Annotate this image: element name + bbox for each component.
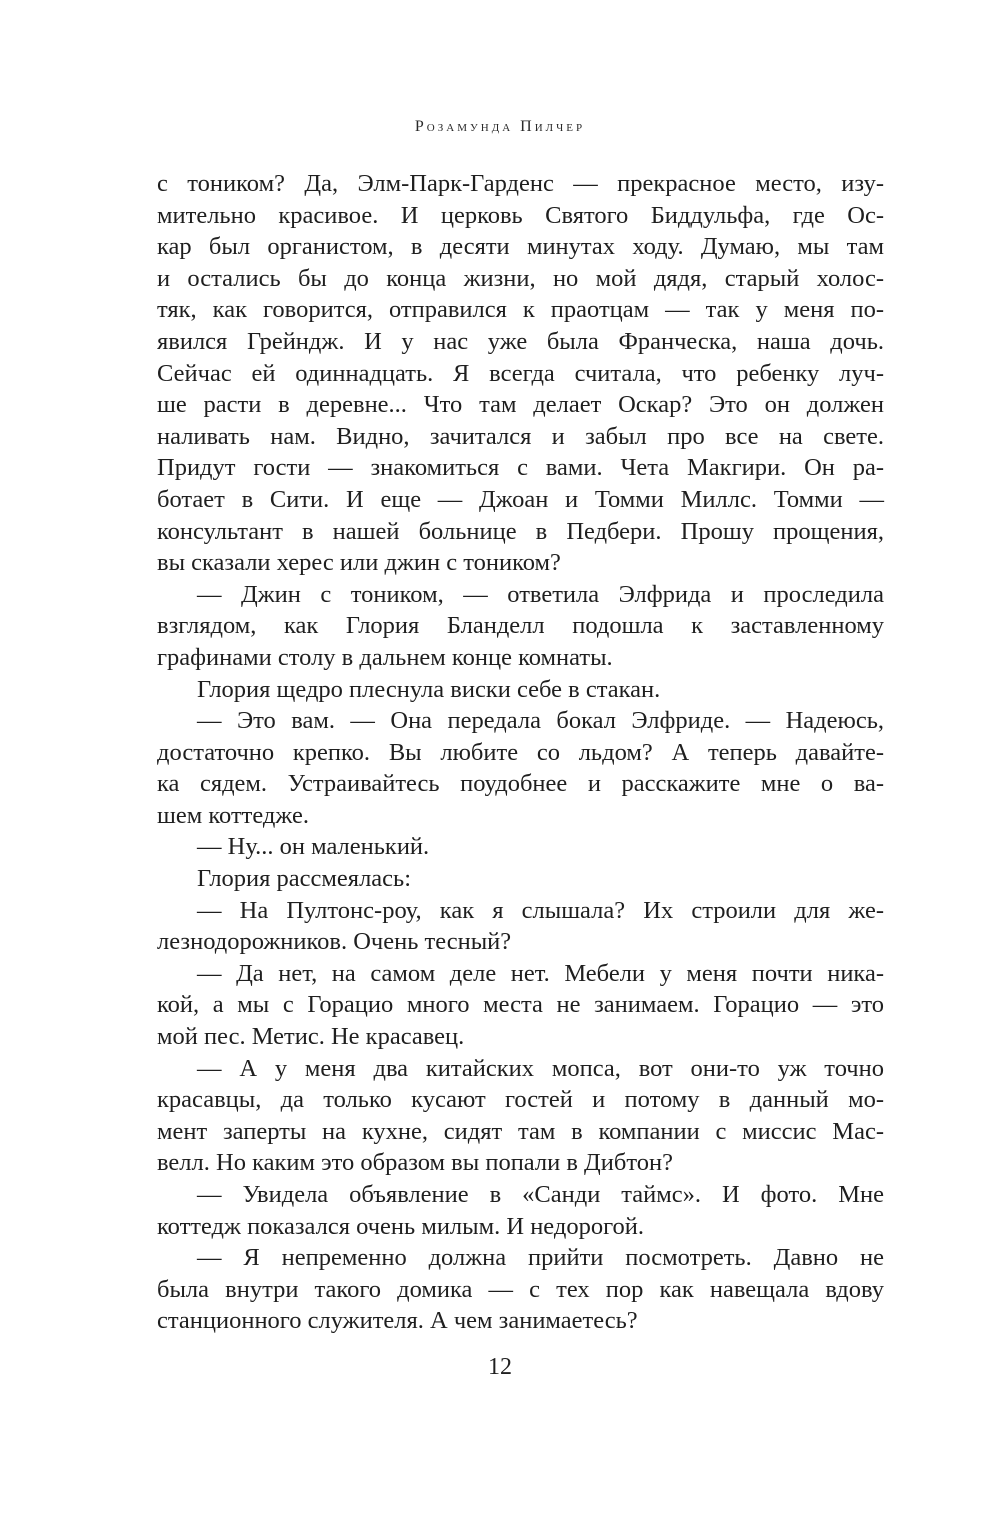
text-line: велл. Но каким это образом вы попали в Дибтон? xyxy=(157,1149,673,1177)
text-line: — Я непременно должна прийти посмотреть. Давно не xyxy=(197,1244,884,1272)
text-line: — А у меня два китайских мопса, вот они-то уж точно xyxy=(197,1054,884,1082)
body-text xyxy=(157,168,884,1337)
text-line: лезнодорожников. Очень тесный? xyxy=(157,928,512,956)
text-line: ботает в Сити. И еще — Джоан и Томми Миллс. Томми — xyxy=(157,485,884,513)
text-line: наливать нам. Видно, зачитался и забыл про все на свете. xyxy=(157,422,884,450)
text-line: ка сядем. Устраивайтесь поудобнее и расскажите мне о ва- xyxy=(157,770,884,798)
text-line: — Джин с тоником, — ответила Элфрида и проследила xyxy=(197,580,884,608)
text-line: станционного служителя. А чем занимаетесь? xyxy=(157,1307,638,1335)
text-line: — Увидела объявление в «Санди таймс». И фото. Мне xyxy=(197,1181,884,1208)
text-line: и остались бы до конца жизни, но мой дядя, старый холос- xyxy=(157,264,884,292)
text-line: взглядом, как Глория Бланделл подошла к заставленному xyxy=(157,612,884,640)
text-line: кар был органистом, в десяти минутах ходу. Думаю, мы там xyxy=(157,233,884,261)
text-line: мительно красивое. И церковь Святого Биддульфа, где Ос- xyxy=(157,201,884,229)
text-line: коттедж показался очень милым. И недорогой. xyxy=(157,1212,644,1240)
text-line: — Да нет, на самом деле нет. Мебели у меня почти ника- xyxy=(197,959,884,987)
text-line: Глория рассмеялась: xyxy=(197,865,412,893)
text-line: мент заперты на кухне, сидят там в компании с миссис Мас- xyxy=(157,1117,884,1145)
text-line: графинами столу в дальнем конце комнаты. xyxy=(157,643,613,671)
text-line: кой, а мы с Горацио много места не занимаем. Горацио — это xyxy=(157,991,884,1019)
text-line: консультант в нашей больнице в Педбери. Прошу прощения, xyxy=(157,517,884,545)
text-line: достаточно крепко. Вы любите со льдом? А теперь давайте- xyxy=(157,738,884,766)
text-line: — На Пултонс-роу, как я слышала? Их строили для же- xyxy=(197,896,884,924)
text-line: вы сказали херес или джин с тоником? xyxy=(157,549,561,577)
text-line: тяк, как говорится, отправился к праотцам — так у меня по- xyxy=(157,296,884,324)
running-head: Розамунда Пилчер xyxy=(414,118,586,135)
text-line: Глория щедро плеснула виски себе в стакан. xyxy=(197,675,661,703)
text-line: красавцы, да только кусают гостей и потому в данный мо- xyxy=(157,1086,884,1114)
text-line: с тоником? Да, Элм-Парк-Гарденс — прекрасное место, изу- xyxy=(157,170,884,197)
text-line: явился Грейндж. И у нас уже была Франческа, наша дочь. xyxy=(157,327,884,355)
text-line: — Ну... он маленький. xyxy=(197,833,430,861)
text-line: шем коттедже. xyxy=(157,801,309,829)
page-number: 12 xyxy=(488,1354,512,1380)
text-line: ше расти в деревне... Что там делает Оскар? Это он должен xyxy=(157,391,884,419)
text-line: была внутри такого домика — с тех пор как навещала вдову xyxy=(157,1275,884,1303)
text-line: Придут гости — знакомиться с вами. Чета Макгири. Он ра- xyxy=(157,454,884,482)
text-line: Сейчас ей одиннадцать. Я всегда считала, что ребенку луч- xyxy=(157,359,884,387)
text-line: — Это вам. — Она передала бокал Элфриде. — Надеюсь, xyxy=(197,707,884,735)
text-line: мой пес. Метис. Не красавец. xyxy=(157,1023,465,1051)
